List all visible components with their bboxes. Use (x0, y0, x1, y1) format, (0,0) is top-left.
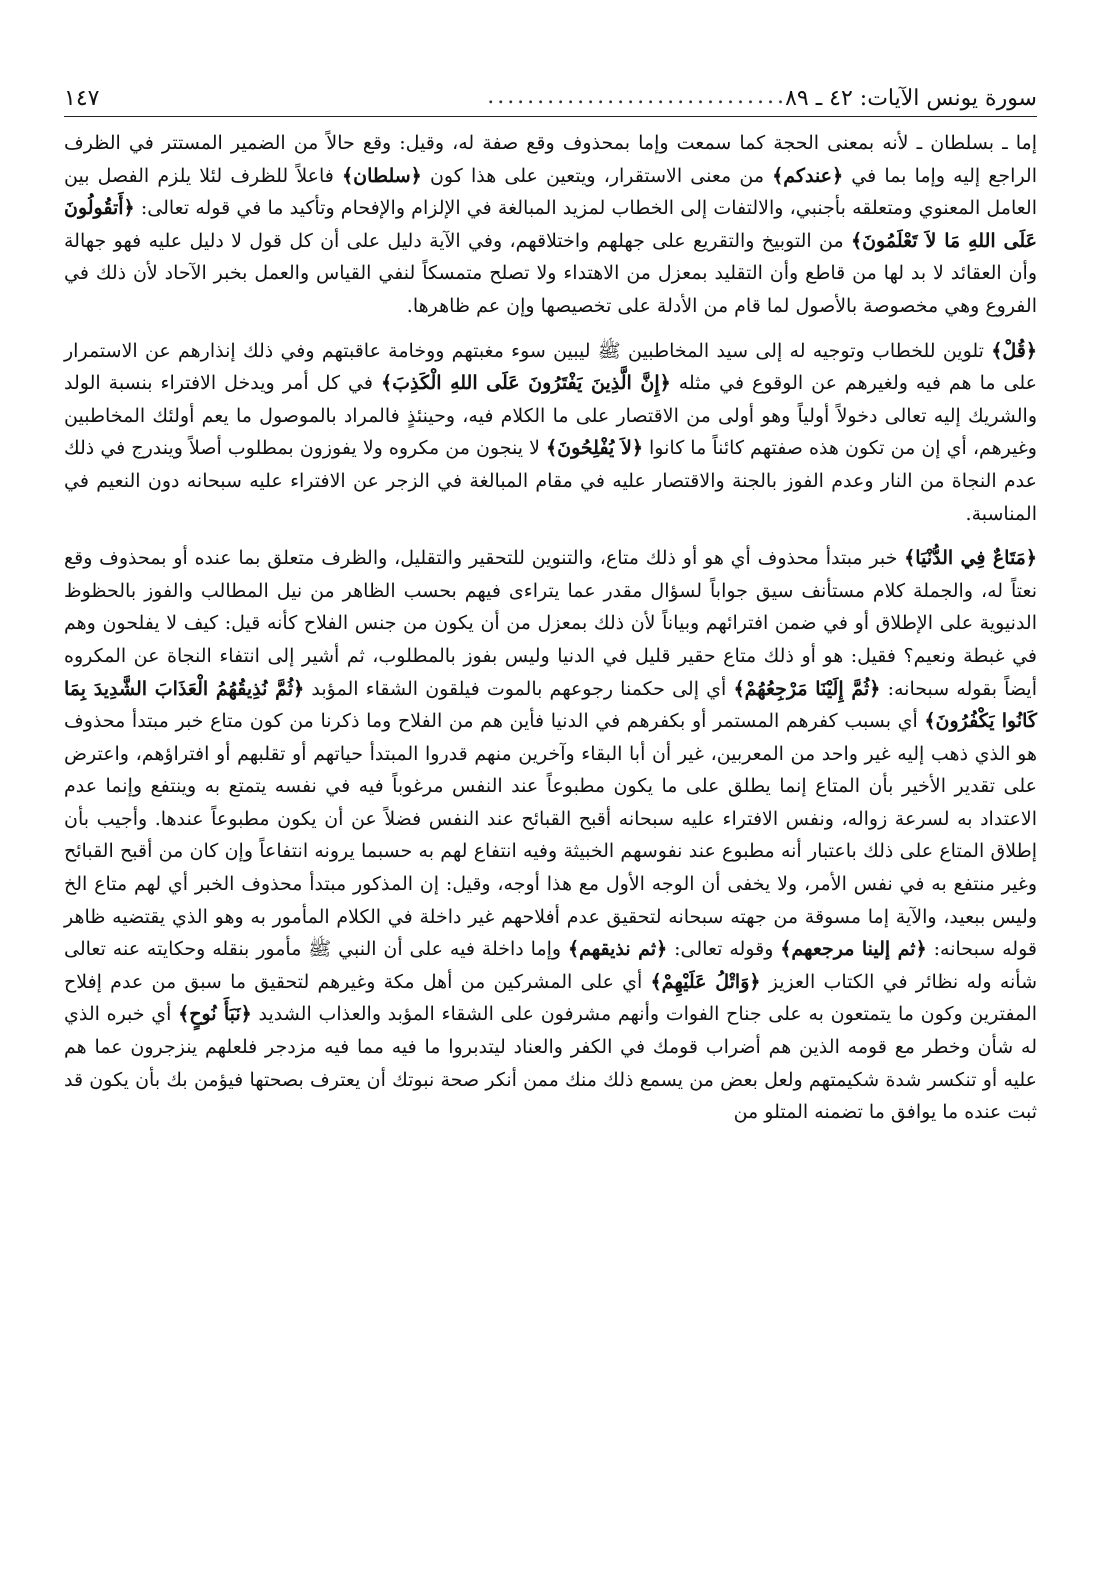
text-run: من التوبيخ والتقريع على جهلهم واختلاقهم، وفي الآية دليل على أن كل قول لا دليل عليه فهو جهالة وأن العقائد لا بد لها من قاطع وأن التقليد بمعزل من الاهتداء ولا تصلح متمسكاً لنفي القياس والعمل بخبر الآحاد لأن ذلك في الفروع وهي مخصوصة بالأصول لما قام من الأدلة على تخصيصها وإن عم ظاهرها. (64, 229, 1037, 317)
text-run: تلوين للخطاب وتوجيه له إلى سيد المخاطبين ﷺ ليبين سوء مغبتهم ووخامة عاقبتهم وفي ذلك إنذارهم عن الاستمرار على ما هم فيه ولغيرهم عن الوقوع في مثله (64, 339, 1037, 395)
text-run: أي إلى حكمنا رجوعهم بالموت فيلقون الشقاء المؤبد (304, 677, 734, 700)
page-number: ١٤٧ (64, 86, 100, 111)
text-run: من معنى الاستقرار، ويتعين على هذا كون (421, 164, 773, 187)
quran-quote: ﴿سلطان﴾ (342, 164, 422, 187)
quran-quote: ﴿ثُمَّ إِلَيْنَا مَرْجِعُهُمْ﴾ (733, 677, 881, 700)
paragraph (64, 335, 1037, 531)
text-run: خبر مبتدأ محذوف أي هو أو ذلك متاع، والتنوين للتحقير والتقليل، والظرف متعلق بما عنده أو بمحذوف وقع نعتاً له، والجملة كلام مستأنف سيق جواباً لسؤال مقدر عما يتراءى فيهم بحسب الظاهر من نيل المطالب والفوز بالحظوظ الدنيوية على الإطلاق أو في ضمن افترائهم وبياناً لأن ذلك بمعزل من أن يكون من جنس الفلاح كأنه قيل: كيف لا يفلحون وهم في غبطة ونعيم؟ فقيل: هو أو ذلك متاع حقير قليل في الدنيا وليس بفوز بالمطلوب، ثم أشير إلى انتفاء النجاة عن المكروه أيضاً بقوله سبحانه: (64, 547, 1037, 700)
text-run: لا ينجون من مكروه ولا يفوزون بمطلوب أصلاً ويندرج في ذلك عدم النجاة من النار وعدم الفوز بالجنة والاقتصار عليه في مقام المبالغة في الزجر عن الافتراء عليه سبحانه دون النعيم في المناسبة. (64, 437, 1037, 525)
quran-quote: ﴿ثُمَّ نُذِيقُهُمُ الْعَذَابَ الشَّدِيدَ بِمَا كَانُوا يَكْفُرُونَ﴾ (64, 677, 1037, 733)
leader-dots: .............................. (487, 84, 787, 109)
quran-quote: ﴿لاَ يُفْلِحُونَ﴾ (545, 437, 643, 460)
chapter-title: سورة يونس الآيات: ٤٢ ـ ٨٩ (785, 86, 1037, 111)
quran-quote: ﴿نَبَأَ نُوحٍ﴾ (178, 1003, 252, 1026)
text-run: فاعلاً للظرف لئلا يلزم الفصل بين العامل المعنوي ومتعلقه بأجنبي، والالتفات إلى الخطاب لمزيد المبالغة في الإلزام والإفحام وتأكيد ما في قوله تعالى: (64, 164, 1037, 220)
text-run: أي بسبب كفرهم المستمر أو بكفرهم في الدنيا فأين هم من الفلاح وما ذكرنا من كون متاع خبر مبتدأ محذوف هو الذي ذهب إليه غير واحد من المعربين، غير أن أبا البقاء وآخرين منهم قدروا المبتدأ حياتهم أو تقلبهم أو افتراؤهم، واعترض على تقدير الأخير بأن المتاع إنما يطلق على ما يكون مطبوعاً عند النفس مرغوباً فيه في نفسه يتمتع به وينتفع وإنما عدم الاعتداد به لسرعة زواله، ونفس الافتراء عليه سبحانه أقبح القبائح عند النفس فضلاً عن أن يكون مطبوعاً عندها. وأجيب بأن إطلاق المتاع على ذلك باعتبار أنه مطبوع عند نفوسهم الخبيثة وفيه انتفاع لهم به حسبما يرونه انتفاعاً وإن كان من أقبح القبائح وغير منتفع به في نفس الأمر، ولا يخفى أن الوجه الأول مع هذا أوجه، وقيل: إن المذكور مبتدأ محذوف الخبر أي لهم متاع الخ وليس ببعيد، والآية إما مسوقة من جهته سبحانه لتحقيق عدم أفلاحهم غير داخلة في الكلام المأمور به وهو الذي يقتضيه ظاهر قوله سبحانه: (64, 710, 1037, 961)
quran-quote: ﴿إِنَّ الَّذِينَ يَفْتَرُونَ عَلَى اللهِ الْكَذِبَ﴾ (380, 372, 671, 395)
paragraph (64, 127, 1037, 323)
paragraph (64, 542, 1037, 1129)
quran-quote: ﴿ثم نذيقهم﴾ (568, 938, 668, 961)
running-header (64, 80, 1037, 114)
text-run: وإما داخلة فيه على أن النبي ﷺ مأمور بنقله وحكايته عنه تعالى شأنه وله نظائر في الكتاب العزيز (64, 938, 1038, 993)
text-run: وقوله تعالى: (667, 938, 781, 961)
quran-quote: ﴿أَتقُولُونَ عَلَى اللهِ مَا لاَ تَعْلَمُونَ﴾ (64, 197, 1038, 252)
quran-quote: ﴿مَتَاعٌ فِي الدُّنْيَا﴾ (904, 547, 1037, 570)
quran-quote: ﴿قُلْ﴾ (991, 339, 1037, 362)
text-run: في كل أمر ويدخل الافتراء بنسبة الولد والشريك إليه تعالى دخولاً أولياً وهو أولى من الاقتصار على ما الكلام فيه، وحينئذٍ فالمراد بالموصول ما يعم أولئك المخاطبين وغيرهم، أي إن من تكون هذه صفتهم كائناً ما كانوا (64, 372, 1037, 460)
quran-quote: ﴿عندكم﴾ (772, 164, 844, 187)
body-text (64, 127, 1037, 1129)
header-rule (64, 116, 1037, 117)
quran-quote: ﴿وَاتْلُ عَلَيْهِمْ﴾ (650, 970, 761, 993)
text-run: إما ـ بسلطان ـ لأنه بمعنى الحجة كما سمعت وإما بمحذوف وقع صفة له، وقيل: وقع حالاً من الضمير المستتر في الظرف الراجع إليه وإما بما في (64, 132, 1037, 187)
quran-quote: ﴿ثم إلينا مرجعهم﴾ (780, 938, 927, 961)
text-run: أي على المشركين من أهل مكة وغيرهم لتحقيق ما سبق من عدم إفلاح المفترين وكون ما يتمتعون به على جناح الفوات وأنهم مشرفون على الشقاء المؤبد والعذاب الشديد (64, 970, 1037, 1026)
text-run: أي خبره الذي له شأن وخطر مع قومه الذين هم أضراب قومك في الكفر والعناد ليتدبروا ما فيه مما فيه مزدجر فلعلهم ينزجرون عما هم عليه أو تنكسر شدة شكيمتهم ولعل بعض من يسمع ذلك منك ممن أنكر صحة نبوتك أن يعترف بصحتها فيؤمن بك بأن يكون قد ثبت عنده ما يوافق ما تضمنه المتلو من (64, 1003, 1037, 1124)
book-page (64, 80, 1037, 1560)
